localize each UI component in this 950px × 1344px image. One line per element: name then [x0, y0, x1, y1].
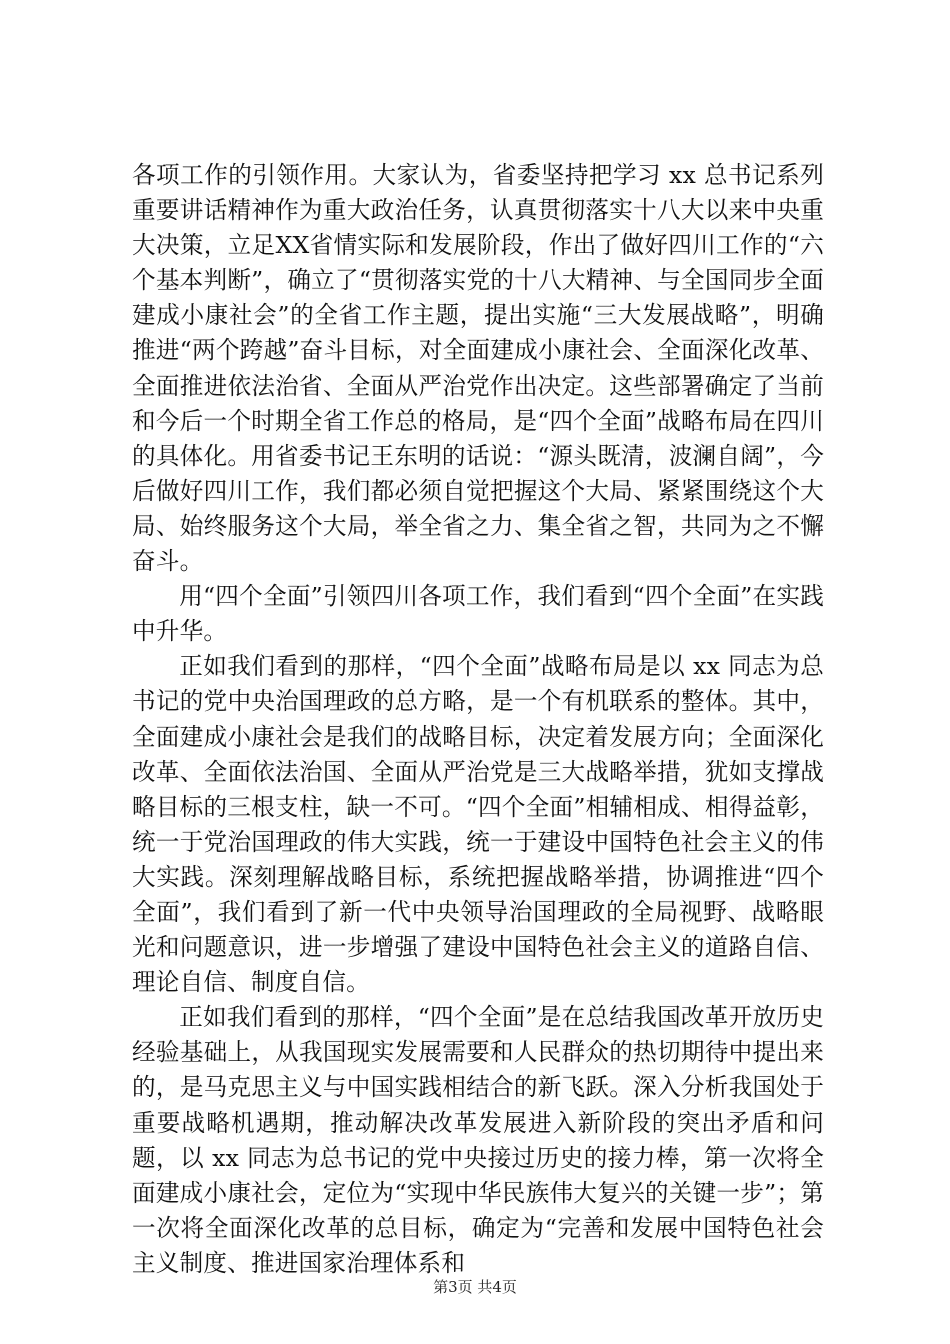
paragraph-4: 正如我们看到的那样，“四个全面”是在总结我国改革开放历史经验基础上，从我国现实发展需要和人民群众的热切期待中提出来的，是马克思主义与中国实践相结合的新飞跃。深入分析我国处于重要战略机遇期，推动解决改革发展进入新阶段的突出矛盾和问题，以 xx 同志为总书记的党中央接过历史的接力棒，第一次将全面建成小康社会，定位为“实现中华民族伟大复兴的关键一步”；第一次将全面深化改革的总目标，确定为“完善和发展中国特色社会主义制度、推进国家治理体系和 [132, 1003, 824, 1277]
paragraph-2: 用“四个全面”引领四川各项工作，我们看到“四个全面”在实践中升华。 [132, 582, 824, 646]
page-number-footer: 第3页 共4页 [433, 1278, 517, 1296]
paragraph-3: 正如我们看到的那样，“四个全面”战略布局是以 xx 同志为总书记的党中央治国理政的总方略，是一个有机联系的整体。其中，全面建成小康社会是我们的战略目标，决定着发展方向；全面深化改革、全面依法治国、全面从严治党是三大战略举措，犹如支撑战略目标的三根支柱，缺一不可。“四个全面”相辅相成、相得益彰，统一于党治国理政的伟大实践，统一于建设中国特色社会主义的伟大实践。深刻理解战略目标，系统把握战略举措，协调推进“四个全面”，我们看到了新一代中央领导治国理政的全局视野、战略眼光和问题意识，进一步增强了建设中国特色社会主义的道路自信、理论自信、制度自信。 [132, 652, 824, 997]
paragraph-1: 各项工作的引领作用。大家认为，省委坚持把学习 xx 总书记系列重要讲话精神作为重大政治任务，认真贯彻落实十八大以来中央重大决策，立足XX省情实际和发展阶段，作出了做好四川工作的“六个基本判断”，确立了“贯彻落实党的十八大精神、与全国同步全面建成小康社会”的全省工作主题，提出实施“三大发展战略”，明确推进“两个跨越”奋斗目标，对全面建成小康社会、全面深化改革、全面推进依法治省、全面从严治党作出决定。这些部署确定了当前和今后一个时期全省工作总的格局，是“四个全面”战略布局在四川的具体化。用省委书记王东明的话说：“源头既清，波澜自阔”，今后做好四川工作，我们都必须自觉把握这个大局、紧紧围绕这个大局、始终服务这个大局，举全省之力、集全省之智，共同为之不懈奋斗。 [132, 161, 824, 576]
document-body [132, 158, 824, 1281]
